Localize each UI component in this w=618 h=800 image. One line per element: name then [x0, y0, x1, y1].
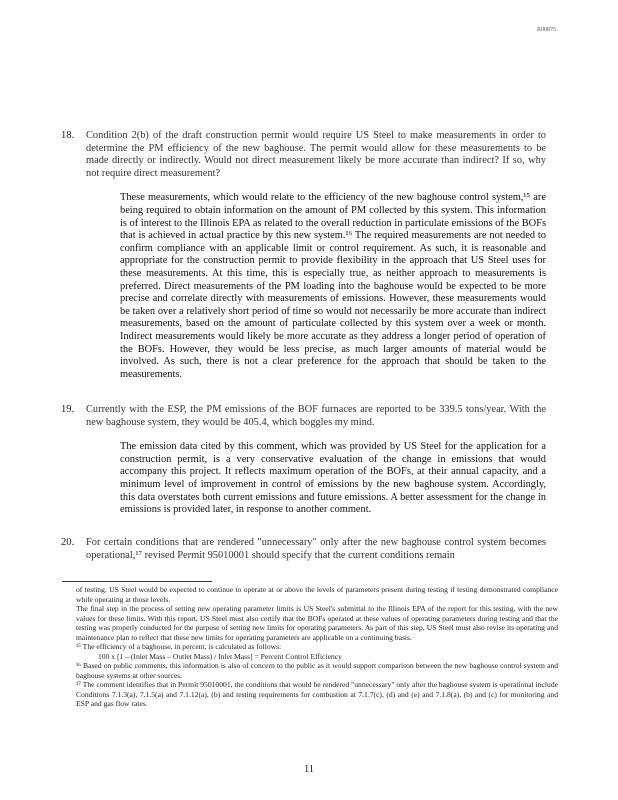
response-text: These measurements, which would relate to the efficiency of the new baghouse control system,¹⁵ are being required to obtain information on the amount of PM collected by this system. This information is of interest to the Illinois EPA as related to the overall reduction in particulate emissions of the BOFs that is achieved in actual practice by this new system.¹⁶ The required measurements are not needed to confirm compliance with an applicable limit or control requirement. As such, it is reasonable and appropriate for the construction permit to provide flexibility in the approach that US Steel uses for these measurements. At this time, this is especially true, as neither approach to measurements is preferred. Direct measurements of the PM loading into the baghouse would be expected to be more precise and correlate directly with measurements of emissions. However, these measurements would be taken over a relatively short period of time so would not necessarily be more accurate than indirect measurements, based on the amount of particulate collected by this system over a week or month. Indirect measurements would likely be more accurate as they address a longer period of operation of the BOFs. However, they would be less precise, as much larger amounts of material would be involved. As such, there is not a clear preference for the approach that should be taken to the measurements.: [120, 192, 546, 380]
footnote: ¹⁵ The efficiency of a baghouse, in percent, is calculated as follows:: [76, 642, 282, 651]
comment-item-20: [61, 537, 546, 562]
response-text: The emission data cited by this comment, which was provided by US Steel for the application for a construction permit, is a very conservative evaluation of the change in emissions that would accompany this project. It reflects maximum operation of the BOFs, at their annual capacity, and a minimum level of improvement in control of emissions by the new baghouse system. Accordingly, this data overstates both current emissions and future emissions. A better assessment for the change in emissions is provided later, in response to another comment.: [120, 441, 546, 516]
comment-text: Currently with the ESP, the PM emissions of the BOF furnaces are reported to be 339.5 tons/year. With the new baghouse system, they would be 405.4, which boggles my mind.: [86, 404, 546, 428]
footnote: ¹⁷ The comment identifies that in Permit 95010001, the conditions that would be rendered "unnecessary" only after the baghouse system is operational include Conditions 7.1.3(a), 7.1.5(a) and 7.1.12(a), (b) and testing requirements for combustion at 7.1.7(c), (d) and (e) and 7.1.8(a), (b) and (c) for monitoring and ESP and gas flow rates.: [76, 680, 558, 708]
footnotes: [76, 585, 558, 709]
footnote-formula: 100 x [1 – (Inlet Mass – Outlet Mass) / Inlet Mass] = Percent Control Efficiency: [98, 651, 342, 661]
comment-text: For certain conditions that are rendered "unnecessary" only after the new baghouse control system becomes operational,¹⁷ revised Permit 95010001 should specify that the current conditions remain: [86, 537, 546, 561]
comment-text: Condition 2(b) of the draft construction permit would require US Steel to make measurements in order to determine the PM efficiency of the new baghouse. The permit would allow for these measurements to be made directly or indirectly. Would not direct measurement likely be more accurate than indirect? If so, why not require direct measurement?: [86, 130, 546, 179]
item-number: 18.: [61, 130, 75, 141]
document-id: R00875: [536, 27, 556, 33]
item-number: 19.: [61, 404, 75, 415]
footnote: ¹⁶ Based on public comments, this information is also of concern to the public as it would support comparison between the new baghouse control system and baghouse systems at other sources.: [76, 661, 558, 680]
item-number: 20.: [61, 537, 75, 548]
page-number: 11: [303, 764, 315, 775]
comment-item-19: [61, 404, 546, 517]
footnote: The final step in the process of setting new operating parameter limits is US Steel's submittal to the Illinois EPA of the report for this testing, with the new values for these limits. With this report, US Steel must also certify that the BOFs operated at these values of operating parameters during testing and that the testing was properly conducted for the purpose of setting new limits for operating parameters. As part of this step, US Steel must also revise its operating and maintenance plan to reflect that these new limits for operating parameters are applicable on a continuing basis.: [76, 604, 558, 642]
footnote-divider: [62, 581, 212, 582]
comment-item-18: [61, 130, 546, 381]
footnote: of testing. US Steel would be expected to continue to operate at or above the levels of parameters present during testing if testing demonstrated compliance while operating at those levels.: [76, 585, 558, 604]
